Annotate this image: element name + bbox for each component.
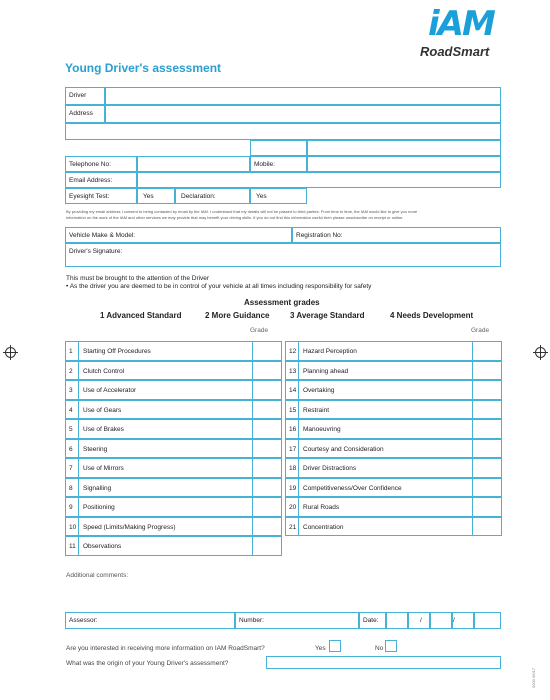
declaration-label-cell bbox=[175, 188, 250, 204]
row-number-cell bbox=[65, 341, 79, 361]
row-label: Overtaking bbox=[303, 387, 335, 394]
driver-field[interactable] bbox=[105, 87, 501, 105]
post-code-label-cell bbox=[250, 140, 307, 156]
grade-field[interactable] bbox=[252, 361, 282, 381]
assessment-row bbox=[285, 419, 501, 439]
grade-col-label-left: Grade bbox=[250, 327, 269, 334]
vehicle-label: Vehicle Make & Model: bbox=[69, 232, 136, 239]
telephone-label-cell bbox=[65, 156, 137, 172]
grade-field[interactable] bbox=[472, 400, 502, 420]
row-label: Clutch Control bbox=[83, 367, 125, 375]
row-number-cell bbox=[65, 497, 79, 517]
grade-1: 1 Advanced Standard bbox=[100, 311, 182, 320]
iam-logo: iAM bbox=[428, 4, 494, 44]
crosshair-mark-left bbox=[5, 347, 16, 358]
mobile-field[interactable] bbox=[307, 156, 501, 172]
grade-field[interactable] bbox=[252, 478, 282, 498]
row-number-cell bbox=[285, 419, 299, 439]
additional-comments-area[interactable] bbox=[65, 583, 501, 608]
row-label: Manoeuvring bbox=[303, 426, 341, 433]
assessment-row bbox=[285, 439, 501, 459]
telephone-field[interactable] bbox=[137, 156, 250, 172]
signature-cell[interactable] bbox=[65, 243, 501, 267]
row-number: 19 bbox=[289, 484, 297, 492]
row-number-cell bbox=[65, 400, 79, 420]
row-number: 4 bbox=[69, 406, 73, 414]
grade-field[interactable] bbox=[472, 419, 502, 439]
grade-field[interactable] bbox=[252, 458, 282, 478]
assessment-row bbox=[285, 458, 501, 478]
email-label-cell bbox=[65, 172, 137, 188]
grades-title: Assessment grades bbox=[244, 298, 320, 307]
assessment-row bbox=[65, 497, 281, 517]
row-number-cell bbox=[285, 400, 299, 420]
row-label: Use of Mirrors bbox=[83, 465, 124, 472]
row-number-cell bbox=[285, 478, 299, 498]
row-number: 8 bbox=[69, 484, 73, 492]
row-number-cell bbox=[65, 419, 79, 439]
assessment-row bbox=[285, 380, 501, 400]
row-number-cell bbox=[285, 458, 299, 478]
row-label: Positioning bbox=[83, 504, 115, 511]
origin-field[interactable] bbox=[266, 656, 501, 669]
assessment-row bbox=[65, 380, 281, 400]
row-label: Hazard Perception bbox=[303, 348, 357, 355]
grade-col-label-right: Grade bbox=[471, 327, 490, 334]
assessment-row bbox=[65, 341, 281, 361]
grade-field[interactable] bbox=[472, 439, 502, 459]
grade-3: 3 Average Standard bbox=[290, 311, 365, 320]
assessor-label: Assessor: bbox=[69, 617, 98, 624]
row-label: Courtesy and Consideration bbox=[303, 445, 384, 453]
eyesight-value-cell[interactable] bbox=[137, 188, 175, 204]
row-label: Steering bbox=[83, 445, 108, 453]
side-code: 0000 06/17 bbox=[531, 667, 536, 688]
date-separator-2: / bbox=[453, 617, 455, 624]
more-info-question: Are you interested in receiving more information on IAM RoadSmart? bbox=[66, 645, 265, 652]
row-label: Observations bbox=[83, 543, 122, 550]
address-label-cell bbox=[65, 105, 105, 123]
assessment-row bbox=[285, 400, 501, 420]
notice-text: • As the driver you are deemed to be in control of your vehicle at all times including responsibility for safety bbox=[66, 283, 372, 290]
date-day-field[interactable] bbox=[386, 612, 408, 629]
row-label: Use of Accelerator bbox=[83, 387, 137, 394]
number-label: Number: bbox=[239, 617, 264, 624]
registration-label: Registration No: bbox=[296, 232, 343, 239]
mobile-label-cell bbox=[250, 156, 307, 172]
assessment-row bbox=[285, 478, 501, 498]
signature-label: Driver's Signature: bbox=[69, 248, 123, 255]
mobile-label: Mobile: bbox=[254, 161, 275, 168]
eyesight-label-cell bbox=[65, 188, 137, 204]
assessment-row bbox=[65, 439, 281, 459]
row-number: 21 bbox=[289, 523, 297, 531]
grade-4: 4 Needs Development bbox=[390, 311, 474, 320]
date-month-field-a[interactable] bbox=[408, 612, 430, 629]
row-label: Restraint bbox=[303, 406, 330, 414]
more-info-yes-checkbox[interactable] bbox=[329, 640, 341, 652]
row-number-cell bbox=[285, 497, 299, 517]
email-label: Email Address: bbox=[69, 177, 113, 184]
row-number-cell bbox=[65, 458, 79, 478]
additional-comments-label: Additional comments: bbox=[66, 572, 129, 579]
row-number-cell bbox=[285, 361, 299, 381]
row-number: 13 bbox=[289, 367, 297, 375]
row-number-cell bbox=[285, 380, 299, 400]
driver-label: Driver bbox=[69, 92, 87, 99]
row-number-cell bbox=[65, 478, 79, 498]
row-number: 2 bbox=[69, 367, 73, 375]
row-label: Speed (Limits/Making Progress) bbox=[83, 523, 176, 531]
roadsmart-logo-text: RoadSmart bbox=[420, 44, 490, 59]
row-number: 11 bbox=[69, 543, 76, 550]
row-number: 18 bbox=[289, 465, 297, 472]
row-number-cell bbox=[65, 361, 79, 381]
origin-question: What was the origin of your Young Driver's assessment? bbox=[66, 660, 229, 667]
grade-field[interactable] bbox=[472, 497, 502, 517]
assessment-row bbox=[65, 478, 281, 498]
date-separator-1: / bbox=[420, 617, 422, 624]
row-number: 6 bbox=[69, 445, 73, 453]
row-label: Concentration bbox=[303, 523, 344, 531]
vehicle-label-cell[interactable] bbox=[65, 227, 292, 243]
assessment-row bbox=[65, 400, 281, 420]
row-number-cell bbox=[285, 517, 299, 537]
row-number-cell bbox=[65, 380, 79, 400]
row-label: Signalling bbox=[83, 484, 112, 492]
declaration-value: Yes bbox=[256, 193, 267, 200]
row-number: 20 bbox=[289, 504, 297, 511]
row-number: 9 bbox=[69, 504, 73, 511]
registration-cell[interactable] bbox=[292, 227, 501, 243]
address-label: Address bbox=[69, 110, 93, 117]
grade-field[interactable] bbox=[252, 497, 282, 517]
row-label: Starting Off Procedures bbox=[83, 348, 151, 355]
grade-field[interactable] bbox=[252, 517, 282, 537]
row-label: Use of Brakes bbox=[83, 426, 124, 433]
more-info-no-checkbox[interactable] bbox=[385, 640, 397, 652]
crosshair-mark-right bbox=[535, 347, 546, 358]
row-number: 17 bbox=[289, 445, 297, 453]
row-number: 16 bbox=[289, 426, 297, 433]
grade-field[interactable] bbox=[252, 536, 282, 556]
grade-field[interactable] bbox=[252, 400, 282, 420]
grade-field[interactable] bbox=[472, 380, 502, 400]
notice-title: This must be brought to the attention of the Driver bbox=[66, 275, 210, 282]
grade-field[interactable] bbox=[472, 458, 502, 478]
post-code-field[interactable] bbox=[307, 140, 501, 156]
grade-2: 2 More Guidance bbox=[205, 311, 270, 320]
page-title: Young Driver's assessment bbox=[65, 61, 222, 75]
row-label: Competitiveness/Over Confidence bbox=[303, 484, 402, 492]
more-info-no-label: No bbox=[375, 645, 384, 652]
eyesight-label: Eyesight Test: bbox=[69, 193, 110, 200]
row-number-cell bbox=[285, 341, 299, 361]
consent-text-2: information on the work of the IAM and other services we may provide that may benefit your driving skills. If you do not find this information useful then please unsubscribe on receipt or online. bbox=[66, 215, 404, 220]
row-number: 7 bbox=[69, 465, 73, 472]
grade-field[interactable] bbox=[472, 341, 502, 361]
row-number: 1 bbox=[69, 348, 73, 355]
grade-field[interactable] bbox=[252, 419, 282, 439]
address-field[interactable] bbox=[105, 105, 501, 123]
row-number: 15 bbox=[289, 406, 297, 414]
grade-field[interactable] bbox=[472, 478, 502, 498]
grade-field[interactable] bbox=[472, 361, 502, 381]
date-year-field-a[interactable] bbox=[452, 612, 474, 629]
row-label: Driver Distractions bbox=[303, 465, 357, 472]
grade-field[interactable] bbox=[252, 439, 282, 459]
declaration-label: Declaration: bbox=[181, 193, 216, 200]
row-number: 14 bbox=[289, 387, 297, 394]
email-field[interactable] bbox=[137, 172, 501, 188]
date-label: Date: bbox=[363, 617, 379, 624]
row-number: 3 bbox=[69, 387, 73, 394]
date-label-cell bbox=[359, 612, 386, 629]
declaration-value-cell[interactable] bbox=[250, 188, 307, 204]
assessment-row bbox=[285, 361, 501, 381]
more-info-yes-label: Yes bbox=[315, 645, 326, 652]
assessment-row bbox=[65, 517, 281, 537]
row-number: 5 bbox=[69, 426, 73, 433]
date-month-field-b[interactable] bbox=[430, 612, 452, 629]
grade-field[interactable] bbox=[252, 380, 282, 400]
row-number-cell bbox=[65, 517, 79, 537]
assessment-row bbox=[65, 361, 281, 381]
grade-field[interactable] bbox=[252, 341, 282, 361]
number-field[interactable] bbox=[235, 612, 359, 629]
grade-field[interactable] bbox=[472, 517, 502, 537]
assessment-row bbox=[65, 536, 281, 556]
row-number-cell bbox=[285, 439, 299, 459]
assessment-row bbox=[285, 517, 501, 537]
assessor-field[interactable] bbox=[65, 612, 235, 629]
date-year-field-b[interactable] bbox=[474, 612, 501, 629]
assessment-row bbox=[285, 497, 501, 517]
row-number: 12 bbox=[289, 348, 297, 355]
assessment-row bbox=[285, 341, 501, 361]
eyesight-value: Yes bbox=[143, 193, 154, 200]
row-label: Planning ahead bbox=[303, 367, 349, 375]
row-label: Rural Roads bbox=[303, 504, 340, 511]
address-line2-field[interactable] bbox=[65, 123, 501, 140]
row-number: 10 bbox=[69, 523, 77, 531]
row-number-cell bbox=[65, 439, 79, 459]
assessment-row bbox=[65, 458, 281, 478]
row-number-cell bbox=[65, 536, 79, 556]
driver-label-cell bbox=[65, 87, 105, 105]
row-label: Use of Gears bbox=[83, 406, 122, 414]
telephone-label: Telephone No: bbox=[69, 161, 111, 168]
assessment-row bbox=[65, 419, 281, 439]
consent-text-1: By providing my email address I consent to being contacted by email by the IAM. I understand that my details will not be passed to third parties. From time to time, the IAM would like to give you more bbox=[66, 209, 418, 214]
